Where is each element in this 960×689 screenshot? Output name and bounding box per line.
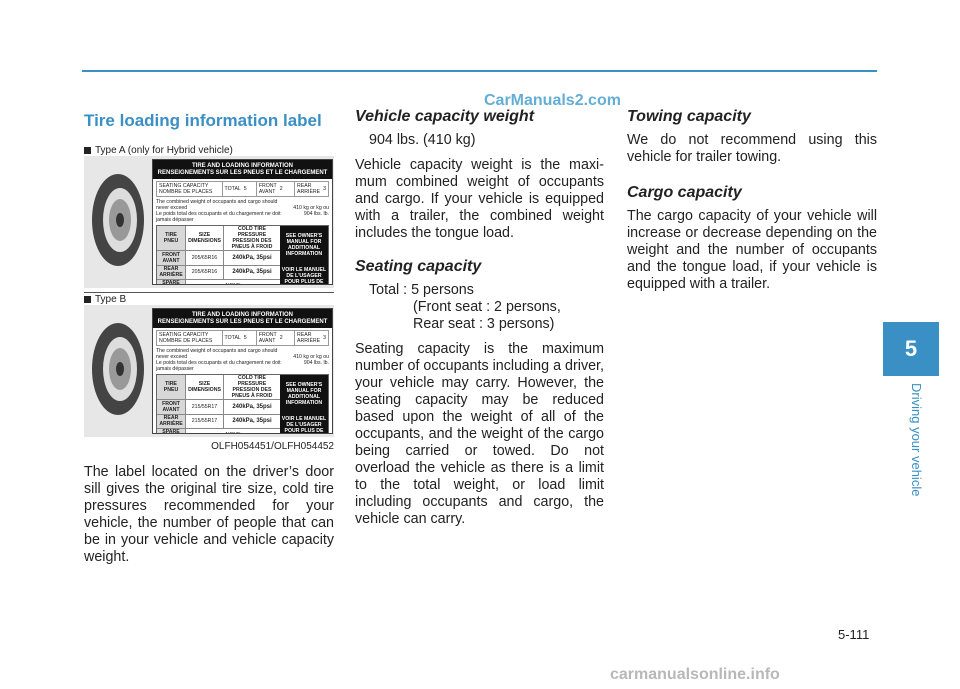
towing-capacity-heading: Towing capacity <box>627 108 751 125</box>
seating-capacity-body: Seating capacity is the maximum number of occupants including a driver, your vehicle may carry. However, the seating capacity may be reduced based upon the weight of all of the occupants, and the weight of the cargo being carried or towed. Do not overload the vehicle as there is a limit to the total weight, or load limit including occupants and cargo, the vehicle can carry. <box>355 341 604 527</box>
cargo-capacity-body: The cargo capacity of your vehicle will increase or decrease depending on the weight and the number of occupants and the tongue load, if your vehicle is equipped with a trailer. <box>627 208 877 292</box>
tire-info-card-b <box>152 308 333 434</box>
column-3 <box>627 108 877 301</box>
chapter-tab: 5 <box>883 322 939 376</box>
watermark-bottom: carmanualsonline.info <box>610 666 780 683</box>
see-manual-panel: SEE OWNER'S MANUAL FOR ADDITIONAL INFORMATION VOIR LE MANUEL DE L'USAGER POUR PLUS DE <box>280 375 328 434</box>
seating-row: SEATING CAPACITY NOMBRE DE PLACES TOTAL 5 FRONT AVANT 2 REAR ARRIÈRE 3 <box>156 181 329 197</box>
chapter-title: Driving your vehicle <box>909 383 924 497</box>
type-b-caption-text: Type B <box>95 294 127 305</box>
bullet-square-icon <box>84 296 91 303</box>
card-header: TIRE AND LOADING INFORMATION RENSEIGNEMENTS SUR LES PNEUS ET LE CHARGEMENT <box>153 160 332 179</box>
weight-warning: The combined weight of occupants and cargo should never exceed Le poids total des occupants et du chargement ne doit jamais dépasser 410 kg or kg ou 904 lbs. lb. <box>156 199 329 223</box>
tire-label-image-b <box>84 305 334 437</box>
tire-info-card-a <box>152 159 333 285</box>
top-rule <box>82 70 877 72</box>
column-1 <box>84 108 334 574</box>
tire-label-body: The label located on the driver’s door sill gives the original tire size, cold tire pressures recommended for your vehicle, the number of people that can be in your vehicle and vehicle capacity weight. <box>84 464 334 565</box>
vehicle-capacity-heading: Vehicle capacity weight <box>355 108 535 125</box>
card-header: TIRE AND LOADING INFORMATION RENSEIGNEMENTS SUR LES PNEUS ET LE CHARGEMENT <box>153 309 332 328</box>
bullet-square-icon <box>84 147 91 154</box>
seating-total: Total : 5 persons <box>369 282 474 298</box>
seating-row: SEATING CAPACITY NOMBRE DE PLACES TOTAL 5 FRONT AVANT 2 REAR ARRIÈRE 3 <box>156 330 329 346</box>
cargo-capacity-heading: Cargo capacity <box>627 184 742 201</box>
tire-pressure-grid: TIRE PNEU SIZE DIMENSIONS COLD TIRE PRESSURE PRESSION DES PNEUS À FROID FRONT AVANT 215/55R17 240kPa, 35psi REAR ARRIÈRE 215/55R17 240kPa, 35psi SPARE SEE OWNER'S MANUAL FOR ADDITIONAL INFORMATION VOIR LE MANUEL DE L'USAGER POUR PLUS DE <box>156 374 329 434</box>
type-b-caption <box>84 294 334 305</box>
seating-rear: Rear seat : 3 persons) <box>413 316 555 332</box>
section-heading-tire-loading: Tire loading information label <box>84 111 322 130</box>
tire-label-image-a <box>84 156 334 288</box>
tire-icon <box>90 319 148 419</box>
column-2 <box>355 108 604 536</box>
tire-pressure-grid: TIRE PNEU SIZE DIMENSIONS COLD TIRE PRESSURE PRESSION DES PNEUS À FROID FRONT AVANT 205/65R16 240kPa, 35psi REAR ARRIÈRE 205/65R16 240kPa, 35psi SPARE SEE OWNER'S MANUAL FOR ADDITIONAL INFORMATION VOIR LE MANUEL DE L'USAGER POUR PLUS DE <box>156 225 329 285</box>
weight-warning: The combined weight of occupants and cargo should never exceed Le poids total des occupants et du chargement ne doit jamais dépasser 410 kg or kg ou 904 lbs. lb. <box>156 348 329 372</box>
see-manual-panel: SEE OWNER'S MANUAL FOR ADDITIONAL INFORMATION VOIR LE MANUEL DE L'USAGER POUR PLUS DE <box>280 226 328 285</box>
image-separator <box>84 292 334 293</box>
vehicle-capacity-body: Vehicle capacity weight is the maxi-mum combined weight of occupants and cargo. If your vehicle is equipped with a trailer, the combined weight includes the tongue load. <box>355 157 604 241</box>
image-code: OLFH054451/OLFH054452 <box>211 441 334 452</box>
type-a-caption <box>84 145 334 156</box>
page-number: 5-111 <box>838 627 870 642</box>
type-a-caption-text: Type A (only for Hybrid vehicle) <box>95 145 233 156</box>
watermark-top: CarManuals2.com <box>484 92 621 109</box>
seating-capacity-heading: Seating capacity <box>355 258 482 275</box>
seating-front: (Front seat : 2 persons, <box>413 299 561 315</box>
towing-capacity-body: We do not recommend using this vehicle for trailer towing. <box>627 132 877 165</box>
vehicle-capacity-value: 904 lbs. (410 kg) <box>369 132 476 148</box>
tire-icon <box>90 170 148 270</box>
